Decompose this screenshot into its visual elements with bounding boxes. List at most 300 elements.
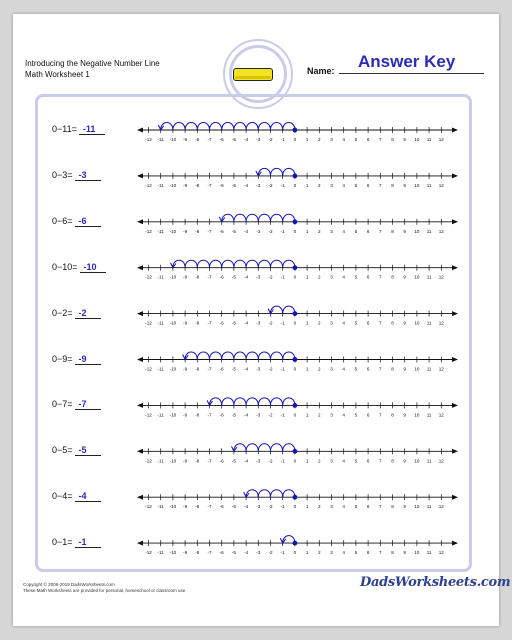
tick-label: -9: [183, 228, 188, 234]
tick-label: 4: [342, 366, 345, 372]
jump-arc: [185, 123, 197, 131]
left-arrow-icon: [137, 128, 143, 133]
tick-label: -12: [145, 320, 152, 326]
tick-label: 5: [354, 228, 358, 234]
tick-label: 7: [379, 504, 382, 510]
tick-label: -8: [195, 320, 200, 326]
jump-arc: [234, 214, 246, 222]
tick-label: -5: [231, 182, 236, 188]
jump-arc: [246, 444, 258, 452]
tick-label: 4: [342, 550, 345, 556]
tick-label: 10: [414, 228, 420, 234]
copyright-line-1: Copyright © 2008-2019 DadsWorksheets.com: [23, 582, 115, 587]
problem-answer: -1: [75, 537, 101, 548]
start-point-dot: [293, 495, 298, 500]
tick-label: -1: [280, 366, 285, 372]
tick-label: -6: [219, 320, 224, 326]
tick-label: -10: [169, 458, 177, 464]
tick-label: 7: [379, 458, 382, 464]
tick-label: -8: [195, 137, 200, 142]
tick-label: 3: [330, 458, 333, 464]
start-point-dot: [293, 403, 298, 408]
tick-label: 9: [403, 458, 406, 464]
tick-label: 3: [330, 412, 333, 418]
tick-label: -8: [195, 412, 200, 418]
tick-label: 12: [438, 182, 444, 188]
tick-label: -4: [244, 228, 249, 234]
tick-label: 8: [391, 550, 394, 556]
problem-expression: 0−1=: [52, 537, 73, 548]
tick-label: -1: [280, 504, 285, 510]
problem-answer: -9: [75, 354, 101, 365]
tick-label: -7: [207, 228, 212, 234]
jump-arc: [222, 260, 234, 268]
jump-arc: [271, 260, 283, 268]
tick-label: -7: [207, 137, 212, 142]
number-line: [137, 490, 458, 510]
tick-label: -2: [268, 228, 273, 234]
tick-label: -7: [207, 366, 212, 372]
jump-arc: [271, 214, 283, 222]
tick-label: 11: [426, 137, 432, 142]
tick-label: -10: [169, 504, 177, 510]
tick-label: -12: [145, 458, 152, 464]
tick-label: -10: [169, 320, 177, 326]
tick-label: -8: [195, 550, 200, 556]
tick-label: 9: [403, 504, 406, 510]
tick-label: 5: [354, 412, 358, 418]
tick-label: -3: [256, 550, 261, 556]
tick-label: 8: [391, 412, 394, 418]
start-point-dot: [293, 449, 298, 454]
tick-label: 10: [414, 182, 420, 188]
tick-label: 8: [391, 228, 394, 234]
tick-label: 6: [366, 412, 370, 418]
jump-arc: [197, 352, 209, 360]
tick-label: -3: [256, 182, 261, 188]
tick-label: -3: [256, 274, 261, 280]
tick-label: -12: [145, 550, 152, 556]
tick-label: -3: [256, 504, 261, 510]
tick-label: 12: [438, 274, 444, 280]
tick-label: -5: [231, 320, 236, 326]
tick-label: -8: [195, 366, 200, 372]
tick-label: 9: [403, 320, 406, 326]
tick-label: -5: [231, 550, 236, 556]
tick-label: 2: [318, 137, 321, 142]
tick-label: 2: [318, 320, 321, 326]
tick-label: 7: [379, 274, 382, 280]
tick-label: 8: [391, 274, 394, 280]
tick-label: -2: [268, 320, 273, 326]
tick-label: 11: [426, 320, 432, 326]
right-arrow-icon: [452, 541, 458, 546]
jump-arc: [258, 444, 270, 452]
tick-label: -5: [231, 274, 236, 280]
tick-label: 1: [305, 182, 309, 188]
left-arrow-icon: [137, 403, 143, 408]
left-arrow-icon: [137, 265, 143, 270]
start-point-dot: [293, 357, 298, 362]
tick-label: -10: [169, 228, 177, 234]
right-arrow-icon: [452, 449, 458, 454]
tick-label: 10: [414, 320, 420, 326]
tick-label: -6: [219, 137, 224, 142]
tick-label: -9: [183, 550, 188, 556]
jump-arc: [258, 123, 270, 131]
jump-arc: [210, 123, 222, 131]
number-line: [137, 306, 458, 326]
title-line-2: Math Worksheet 1: [25, 70, 90, 79]
tick-label: 3: [330, 550, 333, 556]
tick-label: -10: [169, 366, 177, 372]
tick-label: 11: [426, 366, 432, 372]
jump-arc: [246, 214, 258, 222]
number-line: [137, 444, 458, 464]
tick-label: -11: [157, 182, 164, 188]
tick-label: -8: [195, 274, 200, 280]
tick-label: -12: [145, 274, 152, 280]
tick-label: -11: [157, 320, 164, 326]
tick-label: 3: [330, 504, 333, 510]
problem-expression: 0−11=: [52, 124, 77, 134]
jump-arc: [222, 214, 234, 222]
tick-label: -2: [268, 366, 273, 372]
tick-label: 2: [318, 366, 321, 372]
tick-label: -7: [207, 182, 212, 188]
tick-label: 11: [426, 412, 432, 418]
tick-label: 9: [403, 228, 406, 234]
tick-label: 2: [318, 550, 321, 556]
copyright-notice: [23, 582, 187, 594]
tick-label: 8: [391, 504, 394, 510]
copyright-line-2: These Math Worksheets are provided for personal, homeschool or classroom use.: [23, 588, 187, 593]
tick-label: -9: [183, 320, 188, 326]
tick-label: -4: [244, 504, 249, 510]
tick-label: 1: [305, 274, 309, 280]
tick-label: -9: [183, 274, 188, 280]
problem-expression: 0−6=: [52, 215, 73, 226]
tick-label: 4: [342, 182, 345, 188]
right-arrow-icon: [452, 219, 458, 224]
jump-arc: [246, 490, 258, 498]
problem-answer: -2: [75, 308, 101, 319]
tick-label: -10: [169, 137, 177, 142]
jump-arc: [246, 398, 258, 406]
tick-label: 3: [330, 182, 333, 188]
number-line: [137, 260, 458, 280]
tick-label: 5: [354, 550, 358, 556]
tick-label: -8: [195, 182, 200, 188]
tick-label: -2: [268, 504, 273, 510]
tick-label: 1: [305, 504, 309, 510]
tick-label: 1: [305, 550, 309, 556]
tick-label: 5: [354, 274, 358, 280]
tick-label: 5: [354, 320, 358, 326]
number-line: [137, 214, 458, 234]
jump-arc: [258, 352, 270, 360]
dadsworksheets-logo: DadsWorksheets.com: [360, 575, 511, 590]
jump-arc: [258, 168, 270, 176]
tick-label: 6: [366, 504, 370, 510]
tick-label: -1: [280, 320, 285, 326]
tick-label: 12: [438, 137, 444, 142]
tick-label: -6: [219, 182, 224, 188]
tick-label: 0: [293, 274, 297, 280]
tick-label: 5: [354, 504, 358, 510]
tick-label: 10: [414, 137, 420, 142]
tick-label: 3: [330, 228, 333, 234]
jump-arc: [222, 398, 234, 406]
tick-label: -11: [157, 366, 164, 372]
jump-arc: [222, 123, 234, 131]
tick-label: -3: [256, 458, 261, 464]
tick-label: 0: [293, 458, 297, 464]
tick-label: 2: [318, 182, 321, 188]
tick-label: 0: [293, 412, 297, 418]
tick-label: 7: [379, 137, 382, 142]
start-point-dot: [293, 541, 298, 546]
name-label: Name:: [307, 66, 335, 76]
tick-label: -8: [195, 458, 200, 464]
jump-arc: [258, 260, 270, 268]
tick-label: -2: [268, 182, 273, 188]
tick-label: 3: [330, 137, 333, 142]
left-arrow-icon: [137, 495, 143, 500]
tick-label: -2: [268, 550, 273, 556]
tick-label: 0: [293, 182, 297, 188]
problem-answer: -10: [80, 262, 106, 273]
tick-label: 1: [305, 228, 309, 234]
jump-arc: [271, 490, 283, 498]
tick-label: -6: [219, 228, 224, 234]
tick-label: 1: [305, 320, 309, 326]
tick-label: -8: [195, 228, 200, 234]
start-point-dot: [293, 174, 298, 179]
jump-arc: [258, 398, 270, 406]
tick-label: 7: [379, 182, 382, 188]
jump-arc: [234, 444, 246, 452]
start-point-dot: [293, 265, 298, 270]
number-line: [137, 536, 458, 556]
tick-label: -4: [244, 137, 249, 142]
tick-label: 3: [330, 320, 333, 326]
tick-label: -10: [169, 182, 177, 188]
tick-label: -1: [280, 412, 285, 418]
tick-label: -6: [219, 504, 224, 510]
tick-label: -8: [195, 504, 200, 510]
tick-label: 6: [366, 274, 370, 280]
tick-label: -11: [157, 274, 164, 280]
tick-label: -1: [280, 274, 285, 280]
tick-label: -9: [183, 458, 188, 464]
tick-label: 1: [305, 458, 309, 464]
tick-label: 2: [318, 228, 321, 234]
tick-label: 9: [403, 137, 406, 142]
tick-label: 4: [342, 412, 345, 418]
tick-label: 5: [354, 137, 358, 142]
right-arrow-icon: [452, 357, 458, 362]
tick-label: -9: [183, 137, 188, 142]
jump-arc: [258, 490, 270, 498]
tick-label: 1: [305, 366, 309, 372]
jump-arc: [197, 123, 209, 131]
tick-label: 10: [414, 550, 420, 556]
tick-label: -9: [183, 366, 188, 372]
right-arrow-icon: [452, 128, 458, 133]
tick-label: -6: [219, 366, 224, 372]
tick-label: 11: [426, 228, 432, 234]
tick-label: 0: [293, 137, 297, 142]
tick-label: -6: [219, 550, 224, 556]
problem-answer: -6: [75, 216, 101, 227]
tick-label: 2: [318, 412, 321, 418]
tick-label: 6: [366, 228, 370, 234]
start-point-dot: [293, 311, 298, 316]
tick-label: -4: [244, 412, 249, 418]
tick-label: -5: [231, 458, 236, 464]
left-arrow-icon: [137, 449, 143, 454]
tick-label: 10: [414, 366, 420, 372]
tick-label: 12: [438, 458, 444, 464]
jump-arc: [246, 260, 258, 268]
left-arrow-icon: [137, 357, 143, 362]
tick-label: 7: [379, 320, 382, 326]
tick-label: -3: [256, 412, 261, 418]
tick-label: 6: [366, 550, 370, 556]
tick-label: 9: [403, 182, 406, 188]
tick-label: -4: [244, 550, 249, 556]
tick-label: -12: [145, 366, 152, 372]
tick-label: 8: [391, 366, 394, 372]
tick-label: -12: [145, 504, 152, 510]
right-arrow-icon: [452, 495, 458, 500]
left-arrow-icon: [137, 219, 143, 224]
tick-label: -12: [145, 228, 152, 234]
tick-label: -2: [268, 137, 273, 142]
tick-label: 8: [391, 137, 394, 142]
tick-label: 6: [366, 182, 370, 188]
tick-label: -5: [231, 504, 236, 510]
problem-expression: 0−5=: [52, 445, 73, 456]
jump-arc: [210, 260, 222, 268]
tick-label: 2: [318, 458, 321, 464]
jump-arc: [197, 260, 209, 268]
tick-label: -2: [268, 274, 273, 280]
tick-label: -11: [157, 137, 164, 142]
tick-label: -6: [219, 458, 224, 464]
right-arrow-icon: [452, 403, 458, 408]
start-point-dot: [293, 219, 298, 224]
right-arrow-icon: [452, 311, 458, 316]
tick-label: -5: [231, 412, 236, 418]
left-arrow-icon: [137, 541, 143, 546]
number-line: [137, 398, 458, 418]
tick-label: 2: [318, 274, 321, 280]
jump-arc: [271, 123, 283, 131]
tick-label: 6: [366, 320, 370, 326]
tick-label: -10: [169, 274, 177, 280]
tick-label: 10: [414, 412, 420, 418]
tick-label: 11: [426, 550, 432, 556]
tick-label: -7: [207, 458, 212, 464]
tick-label: -5: [231, 228, 236, 234]
tick-label: 7: [379, 550, 382, 556]
jump-arc: [234, 260, 246, 268]
tick-label: -6: [219, 274, 224, 280]
tick-label: -4: [244, 274, 249, 280]
tick-label: 7: [379, 412, 382, 418]
tick-label: -11: [157, 458, 164, 464]
tick-label: 10: [414, 504, 420, 510]
tick-label: -9: [183, 412, 188, 418]
tick-label: 4: [342, 274, 345, 280]
tick-label: -12: [145, 182, 152, 188]
tick-label: 7: [379, 228, 382, 234]
problem-expression: 0−4=: [52, 491, 73, 502]
jump-arc: [246, 123, 258, 131]
tick-label: 5: [354, 366, 358, 372]
tick-label: -4: [244, 320, 249, 326]
tick-label: -7: [207, 320, 212, 326]
tick-label: 8: [391, 320, 394, 326]
tick-label: 6: [366, 458, 370, 464]
tick-label: -7: [207, 550, 212, 556]
tick-label: -1: [280, 182, 285, 188]
jump-arc: [271, 398, 283, 406]
tick-label: 9: [403, 366, 406, 372]
tick-label: -1: [280, 550, 285, 556]
jump-arc: [210, 398, 222, 406]
jump-arc: [210, 352, 222, 360]
number-line: [137, 352, 458, 372]
tick-label: 1: [305, 137, 309, 142]
jump-arc: [173, 123, 185, 131]
jump-arc: [173, 260, 185, 268]
tick-label: -11: [157, 550, 164, 556]
jump-arc: [271, 444, 283, 452]
tick-label: 2: [318, 504, 321, 510]
jump-arc: [258, 214, 270, 222]
problem-answer: -5: [75, 445, 101, 456]
tick-label: -9: [183, 504, 188, 510]
problem-expression: 0−7=: [52, 399, 73, 410]
tick-label: -4: [244, 458, 249, 464]
tick-label: 12: [438, 366, 444, 372]
tick-label: -10: [169, 412, 177, 418]
tick-label: 9: [403, 550, 406, 556]
tick-label: 6: [366, 137, 370, 142]
jump-arc: [222, 352, 234, 360]
tick-label: 8: [391, 458, 394, 464]
right-arrow-icon: [452, 265, 458, 270]
right-arrow-icon: [452, 173, 458, 178]
tick-label: 12: [438, 412, 444, 418]
tick-label: 12: [438, 504, 444, 510]
tick-label: 11: [426, 274, 432, 280]
tick-label: 12: [438, 320, 444, 326]
tick-label: 12: [438, 228, 444, 234]
tick-label: 0: [293, 320, 297, 326]
left-arrow-icon: [137, 173, 143, 178]
problem-expression: 0−3=: [52, 169, 73, 180]
tick-label: 5: [354, 458, 358, 464]
number-line: [137, 123, 458, 143]
problem-answer: -3: [75, 170, 101, 181]
tick-label: -3: [256, 228, 261, 234]
tick-label: 11: [426, 458, 432, 464]
jump-arc: [271, 352, 283, 360]
